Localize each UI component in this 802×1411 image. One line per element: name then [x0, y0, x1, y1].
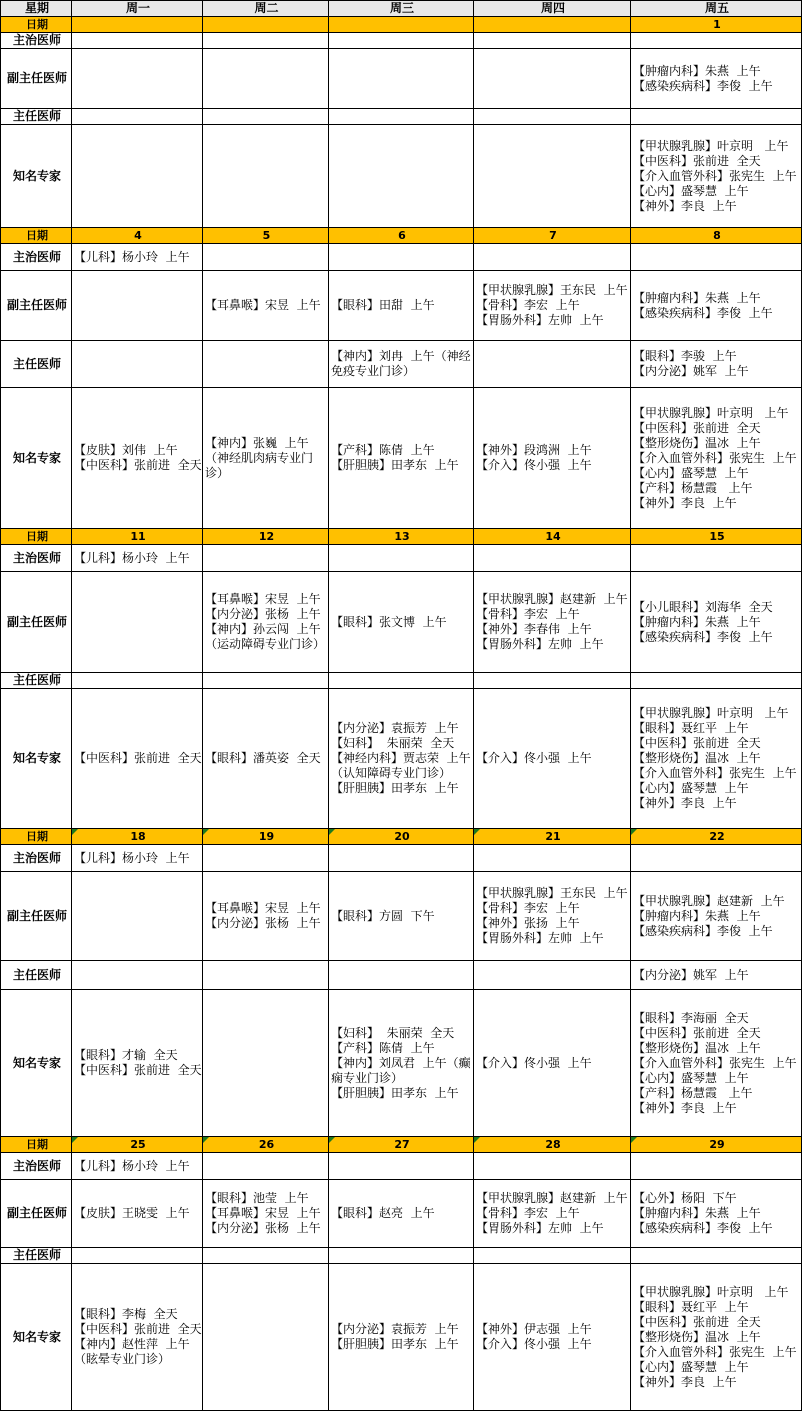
schedule-cell	[474, 1153, 631, 1180]
schedule-row	[1, 1180, 802, 1248]
role-label: 主任医师	[1, 109, 72, 125]
schedule-cell	[631, 872, 802, 961]
schedule-cell	[203, 341, 329, 388]
date-row	[1, 228, 802, 244]
schedule-cell	[203, 872, 329, 961]
doctor-entry: 【内分泌】姚军 上午	[633, 967, 749, 982]
role-label: 知名专家	[1, 125, 72, 228]
doctor-entry: 【内分泌】张杨 上午	[205, 916, 321, 930]
doctor-entry: 【眼科】李梅 全天	[74, 1307, 178, 1321]
schedule-body	[1, 1, 802, 1411]
doctor-entry: 【肿瘤内科】朱燕 上午	[633, 614, 761, 629]
doctor-entry: 【神内】刘凤君 上午（癫痫专业门诊）	[331, 1055, 471, 1085]
doctor-entry: 【内分泌】袁振芳 上午	[331, 721, 459, 735]
schedule-row	[1, 1153, 802, 1180]
role-label: 主治医师	[1, 1153, 72, 1180]
doctor-entry: 【感染疾病科】李俊 上午	[633, 78, 773, 93]
doctor-entry: 【眼科】池莹 上午	[205, 1191, 309, 1205]
date-cell: 5	[203, 228, 329, 244]
role-label: 副主任医师	[1, 572, 72, 673]
date-cell: 27	[329, 1137, 474, 1153]
schedule-row	[1, 845, 802, 872]
doctor-entry: 【产科】陈倩 上午	[331, 443, 435, 457]
schedule-cell	[474, 545, 631, 572]
doctor-entry: 【耳鼻喉】宋昱 上午	[205, 592, 321, 606]
doctor-entry: 【小儿眼科】刘海华 全天	[633, 599, 773, 614]
header-day: 周三	[329, 1, 474, 17]
doctor-entry: 【神外】段鸿洲 上午	[476, 443, 592, 457]
role-label: 知名专家	[1, 1264, 72, 1411]
date-cell: 7	[474, 228, 631, 244]
header-day: 周五	[631, 1, 802, 17]
schedule-cell	[203, 572, 329, 673]
schedule-cell	[329, 244, 474, 271]
doctor-entry: 【神经内科】贾志荣 上午（认知障碍专业门诊）	[331, 751, 471, 780]
schedule-cell	[631, 1153, 802, 1180]
schedule-cell	[474, 673, 631, 689]
doctor-entry: 【介入】佟小强 上午	[476, 1337, 592, 1351]
doctor-entry: 【神内】孙云闯 上午（运动障碍专业门诊）	[205, 622, 326, 651]
schedule-cell	[474, 271, 631, 341]
schedule-cell	[631, 271, 802, 341]
schedule-cell	[329, 388, 474, 529]
schedule-row	[1, 244, 802, 271]
schedule-row	[1, 271, 802, 341]
schedule-cell	[474, 689, 631, 829]
schedule-cell	[474, 109, 631, 125]
schedule-cell	[72, 545, 203, 572]
doctor-entry: 【神外】李良 上午	[633, 1100, 737, 1115]
schedule-cell	[631, 1264, 802, 1411]
role-label: 知名专家	[1, 689, 72, 829]
doctor-entry: 【肿瘤内科】朱燕 上午	[633, 290, 761, 305]
role-label: 副主任医师	[1, 49, 72, 109]
schedule-cell	[329, 689, 474, 829]
doctor-entry: 【感染疾病科】李俊 上午	[633, 1221, 773, 1235]
schedule-cell	[203, 990, 329, 1137]
schedule-cell	[329, 125, 474, 228]
schedule-cell	[203, 33, 329, 49]
doctor-entry: 【心内】盛琴慧 上午	[633, 183, 749, 198]
date-label: 日期	[1, 17, 72, 33]
doctor-entry: 【眼科】才输 全天	[74, 1048, 178, 1062]
schedule-cell	[72, 572, 203, 673]
schedule-cell	[474, 961, 631, 990]
schedule-cell	[329, 673, 474, 689]
date-cell: 19	[203, 829, 329, 845]
schedule-cell	[203, 271, 329, 341]
schedule-cell	[329, 33, 474, 49]
date-row	[1, 529, 802, 545]
doctor-entry: 【内分泌】张杨 上午	[205, 607, 321, 621]
schedule-cell	[72, 109, 203, 125]
doctor-entry: 【整形烧伤】温冰 上午	[633, 1040, 761, 1055]
doctor-entry: 【心内】盛琴慧 上午	[633, 781, 749, 795]
doctor-entry: 【介入】佟小强 上午	[476, 458, 592, 472]
schedule-row	[1, 872, 802, 961]
schedule-cell	[203, 689, 329, 829]
schedule-row	[1, 388, 802, 529]
doctor-entry: 【神内】张巍 上午（神经肌肉病专业门诊）	[205, 435, 314, 480]
date-cell	[474, 17, 631, 33]
schedule-cell	[203, 1264, 329, 1411]
doctor-entry: 【神外】张扬 上午	[476, 916, 580, 930]
doctor-entry: 【神外】伊志强 上午	[476, 1322, 592, 1336]
doctor-entry: 【介入】佟小强 上午	[476, 1055, 592, 1070]
schedule-cell	[203, 49, 329, 109]
date-cell: 11	[72, 529, 203, 545]
schedule-row	[1, 109, 802, 125]
role-label: 主治医师	[1, 545, 72, 572]
schedule-cell	[72, 125, 203, 228]
doctor-entry: 【眼科】聂红平 上午	[633, 1299, 749, 1314]
doctor-entry: 【神内】赵性萍 上午（眩晕专业门诊）	[74, 1337, 190, 1366]
date-cell: 25	[72, 1137, 203, 1153]
role-label: 主任医师	[1, 341, 72, 388]
schedule-cell	[72, 872, 203, 961]
schedule-cell	[631, 961, 802, 990]
schedule-cell	[203, 244, 329, 271]
schedule-cell	[474, 1264, 631, 1411]
schedule-cell	[329, 1248, 474, 1264]
schedule-cell	[474, 1248, 631, 1264]
doctor-entry: 【眼科】聂红平 上午	[633, 721, 749, 735]
schedule-cell	[631, 49, 802, 109]
date-cell: 13	[329, 529, 474, 545]
doctor-entry: 【心内】盛琴慧 上午	[633, 1359, 749, 1374]
schedule-cell	[631, 125, 802, 228]
doctor-entry: 【产科】杨慧霞 上午	[633, 1085, 753, 1100]
role-label: 主治医师	[1, 33, 72, 49]
doctor-entry: 【儿科】杨小玲 上午	[74, 1158, 190, 1173]
header-row	[1, 1, 802, 17]
doctor-entry: 【耳鼻喉】宋昱 上午	[205, 298, 321, 312]
date-cell: 8	[631, 228, 802, 244]
schedule-cell	[631, 673, 802, 689]
doctor-entry: 【眼科】田甜 上午	[331, 298, 435, 312]
header-day: 周二	[203, 1, 329, 17]
doctor-entry: 【内分泌】姚军 上午	[633, 364, 749, 378]
doctor-entry: 【产科】陈倩 上午	[331, 1040, 435, 1055]
doctor-entry: 【儿科】杨小玲 上午	[74, 550, 190, 565]
schedule-cell	[631, 388, 802, 529]
schedule-cell	[474, 1180, 631, 1248]
schedule-cell	[631, 845, 802, 872]
schedule-cell	[329, 271, 474, 341]
date-row	[1, 17, 802, 33]
schedule-cell	[329, 49, 474, 109]
doctor-entry: 【肿瘤内科】朱燕 上午	[633, 908, 761, 923]
schedule-cell	[72, 1264, 203, 1411]
schedule-row	[1, 545, 802, 572]
header-day: 周四	[474, 1, 631, 17]
doctor-entry: 【中医科】张前进 全天	[633, 1025, 761, 1040]
doctor-entry: 【骨科】李宏 上午	[476, 1206, 580, 1220]
schedule-row	[1, 673, 802, 689]
schedule-cell	[631, 1180, 802, 1248]
role-label: 副主任医师	[1, 271, 72, 341]
date-cell: 14	[474, 529, 631, 545]
schedule-cell	[72, 990, 203, 1137]
doctor-entry: 【介入】佟小强 上午	[476, 751, 592, 765]
date-cell	[72, 17, 203, 33]
doctor-entry: 【介入血管外科】张宪生 上午	[633, 766, 797, 780]
doctor-entry: 【骨科】李宏 上午	[476, 901, 580, 915]
schedule-row	[1, 49, 802, 109]
doctor-entry: 【胃肠外科】左帅 上午	[476, 313, 604, 327]
date-cell	[329, 17, 474, 33]
doctor-entry: 【心外】杨阳 下午	[633, 1191, 737, 1205]
schedule-row	[1, 125, 802, 228]
schedule-cell	[72, 271, 203, 341]
schedule-cell	[474, 244, 631, 271]
schedule-cell	[72, 689, 203, 829]
schedule-cell	[329, 1264, 474, 1411]
date-cell: 26	[203, 1137, 329, 1153]
doctor-entry: 【甲状腺乳腺】叶京明 上午	[633, 405, 789, 420]
doctor-entry: 【耳鼻喉】宋昱 上午	[205, 901, 321, 915]
doctor-entry: 【眼科】李骏 上午	[633, 349, 737, 363]
date-cell: 15	[631, 529, 802, 545]
date-cell: 28	[474, 1137, 631, 1153]
schedule-cell	[631, 1248, 802, 1264]
schedule-cell	[203, 1153, 329, 1180]
doctor-entry: 【肿瘤内科】朱燕 上午	[633, 63, 761, 78]
doctor-entry: 【中医科】张前进 全天	[74, 751, 202, 765]
schedule-row	[1, 1248, 802, 1264]
doctor-entry: 【儿科】杨小玲 上午	[74, 249, 190, 264]
schedule-cell	[72, 244, 203, 271]
doctor-entry: 【眼科】方圆 下午	[331, 908, 435, 923]
doctor-entry: 【神外】李良 上午	[633, 1374, 737, 1389]
schedule-cell	[72, 1180, 203, 1248]
date-cell	[203, 17, 329, 33]
header-label: 星期	[1, 1, 72, 17]
schedule-cell	[474, 990, 631, 1137]
role-label: 知名专家	[1, 388, 72, 529]
date-row	[1, 1137, 802, 1153]
schedule-cell	[72, 49, 203, 109]
date-cell: 12	[203, 529, 329, 545]
doctor-entry: 【耳鼻喉】宋昱 上午	[205, 1206, 321, 1220]
schedule-cell	[203, 545, 329, 572]
doctor-entry: 【肝胆胰】田孝东 上午	[331, 1337, 459, 1351]
doctor-entry: 【中医科】张前进 全天	[633, 736, 761, 750]
schedule-cell	[329, 1180, 474, 1248]
doctor-entry: 【肝胆胰】田孝东 上午	[331, 458, 459, 472]
schedule-cell	[72, 33, 203, 49]
header-day: 周一	[72, 1, 203, 17]
schedule-cell	[203, 1248, 329, 1264]
date-label: 日期	[1, 529, 72, 545]
schedule-cell	[631, 689, 802, 829]
doctor-entry: 【整形烧伤】温冰 上午	[633, 751, 761, 765]
date-cell: 4	[72, 228, 203, 244]
schedule-cell	[474, 872, 631, 961]
doctor-entry: 【胃肠外科】左帅 上午	[476, 637, 604, 651]
schedule-cell	[631, 990, 802, 1137]
doctor-entry: 【妇科】 朱丽荣 全天	[331, 1025, 455, 1040]
schedule-cell	[329, 961, 474, 990]
schedule-cell	[72, 388, 203, 529]
date-label: 日期	[1, 1137, 72, 1153]
schedule-cell	[72, 1153, 203, 1180]
date-label: 日期	[1, 228, 72, 244]
doctor-entry: 【中医科】张前进 全天	[633, 420, 761, 435]
doctor-entry: 【心内】盛琴慧 上午	[633, 465, 749, 480]
role-label: 主任医师	[1, 1248, 72, 1264]
doctor-entry: 【甲状腺乳腺】赵建新 上午	[476, 1191, 628, 1205]
schedule-cell	[329, 1153, 474, 1180]
doctor-entry: 【眼科】张文博 上午	[331, 614, 447, 629]
date-cell: 29	[631, 1137, 802, 1153]
schedule-cell	[329, 872, 474, 961]
role-label: 知名专家	[1, 990, 72, 1137]
doctor-entry: 【肝胆胰】田孝东 上午	[331, 1085, 459, 1100]
schedule-cell	[72, 961, 203, 990]
role-label: 主任医师	[1, 961, 72, 990]
doctor-entry: 【中医科】张前进 全天	[74, 1322, 202, 1336]
date-cell: 18	[72, 829, 203, 845]
date-label: 日期	[1, 829, 72, 845]
doctor-entry: 【神外】李良 上午	[633, 495, 737, 510]
doctor-entry: 【介入血管外科】张宪生 上午	[633, 168, 797, 183]
doctor-entry: 【甲状腺乳腺】叶京明 上午	[633, 1284, 789, 1299]
schedule-row	[1, 1264, 802, 1411]
role-label: 主治医师	[1, 244, 72, 271]
date-row	[1, 829, 802, 845]
date-cell: 21	[474, 829, 631, 845]
schedule-cell	[329, 845, 474, 872]
schedule-cell	[329, 341, 474, 388]
schedule-cell	[203, 125, 329, 228]
doctor-entry: 【整形烧伤】温冰 上午	[633, 435, 761, 450]
doctor-entry: 【眼科】赵亮 上午	[331, 1206, 435, 1220]
doctor-entry: 【中医科】张前进 全天	[74, 1063, 202, 1077]
schedule-cell	[203, 673, 329, 689]
doctor-entry: 【神内】刘冉 上午（神经免疫专业门诊）	[331, 349, 471, 378]
schedule-row	[1, 689, 802, 829]
doctor-entry: 【胃肠外科】左帅 上午	[476, 931, 604, 945]
doctor-entry: 【中医科】张前进 全天	[633, 153, 761, 168]
doctor-entry: 【甲状腺乳腺】赵建新 上午	[476, 592, 628, 606]
schedule-cell	[203, 845, 329, 872]
schedule-cell	[72, 673, 203, 689]
schedule-row	[1, 990, 802, 1137]
schedule-cell	[329, 109, 474, 125]
doctor-entry: 【心内】盛琴慧 上午	[633, 1070, 749, 1085]
doctor-entry: 【内分泌】张杨 上午	[205, 1221, 321, 1235]
schedule-row	[1, 33, 802, 49]
schedule-row	[1, 341, 802, 388]
schedule-cell	[474, 388, 631, 529]
doctor-entry: 【神外】李春伟 上午	[476, 622, 592, 636]
doctor-entry: 【妇科】 朱丽荣 全天	[331, 736, 455, 750]
schedule-cell	[474, 33, 631, 49]
doctor-entry: 【神外】李良 上午	[633, 796, 737, 810]
role-label: 主治医师	[1, 845, 72, 872]
doctor-entry: 【中医科】张前进 全天	[633, 1314, 761, 1329]
doctor-entry: 【介入血管外科】张宪生 上午	[633, 450, 797, 465]
schedule-cell	[72, 845, 203, 872]
schedule-cell	[631, 109, 802, 125]
schedule-cell	[474, 572, 631, 673]
role-label: 主任医师	[1, 673, 72, 689]
schedule-cell	[203, 109, 329, 125]
schedule-cell	[474, 49, 631, 109]
doctor-entry: 【甲状腺乳腺】叶京明 上午	[633, 138, 789, 153]
schedule-row	[1, 961, 802, 990]
schedule-cell	[631, 33, 802, 49]
schedule-cell	[203, 1180, 329, 1248]
doctor-entry: 【甲状腺乳腺】叶京明 上午	[633, 706, 789, 720]
doctor-entry: 【甲状腺乳腺】王东民 上午	[476, 886, 628, 900]
schedule-cell	[474, 845, 631, 872]
schedule-cell	[329, 545, 474, 572]
schedule-cell	[474, 125, 631, 228]
doctor-entry: 【眼科】潘英姿 全天	[205, 751, 321, 765]
doctor-entry: 【整形烧伤】温冰 上午	[633, 1329, 761, 1344]
doctor-entry: 【眼科】李海丽 全天	[633, 1010, 749, 1025]
doctor-entry: 【皮肤】王晓雯 上午	[74, 1206, 190, 1220]
date-cell: 6	[329, 228, 474, 244]
schedule-cell	[329, 572, 474, 673]
date-cell: 20	[329, 829, 474, 845]
doctor-entry: 【骨科】李宏 上午	[476, 298, 580, 312]
schedule-cell	[631, 341, 802, 388]
doctor-entry: 【骨科】李宏 上午	[476, 607, 580, 621]
doctor-entry: 【皮肤】刘伟 上午	[74, 443, 178, 457]
schedule-cell	[203, 388, 329, 529]
date-cell: 1	[631, 17, 802, 33]
doctor-entry: 【胃肠外科】左帅 上午	[476, 1221, 604, 1235]
role-label: 副主任医师	[1, 1180, 72, 1248]
doctor-entry: 【甲状腺乳腺】王东民 上午	[476, 283, 628, 297]
doctor-entry: 【产科】杨慧霞 上午	[633, 480, 753, 495]
doctor-entry: 【感染疾病科】李俊 上午	[633, 305, 773, 320]
schedule-cell	[72, 1248, 203, 1264]
role-label: 副主任医师	[1, 872, 72, 961]
schedule-cell	[329, 990, 474, 1137]
doctor-entry: 【内分泌】袁振芳 上午	[331, 1322, 459, 1336]
doctor-entry: 【介入血管外科】张宪生 上午	[633, 1055, 797, 1070]
doctor-entry: 【感染疾病科】李俊 上午	[633, 923, 773, 938]
schedule-cell	[203, 961, 329, 990]
doctor-entry: 【肝胆胰】田孝东 上午	[331, 781, 459, 795]
date-cell: 22	[631, 829, 802, 845]
schedule-cell	[474, 341, 631, 388]
schedule-cell	[72, 341, 203, 388]
doctor-entry: 【神外】李良 上午	[633, 198, 737, 213]
schedule-cell	[631, 545, 802, 572]
schedule-cell	[631, 572, 802, 673]
doctor-entry: 【肿瘤内科】朱燕 上午	[633, 1206, 761, 1220]
doctor-entry: 【中医科】张前进 全天	[74, 458, 202, 472]
doctor-entry: 【儿科】杨小玲 上午	[74, 850, 190, 865]
doctor-entry: 【感染疾病科】李俊 上午	[633, 629, 773, 644]
schedule-cell	[631, 244, 802, 271]
doctor-entry: 【介入血管外科】张宪生 上午	[633, 1344, 797, 1359]
schedule-row	[1, 572, 802, 673]
doctor-entry: 【甲状腺乳腺】赵建新 上午	[633, 893, 785, 908]
